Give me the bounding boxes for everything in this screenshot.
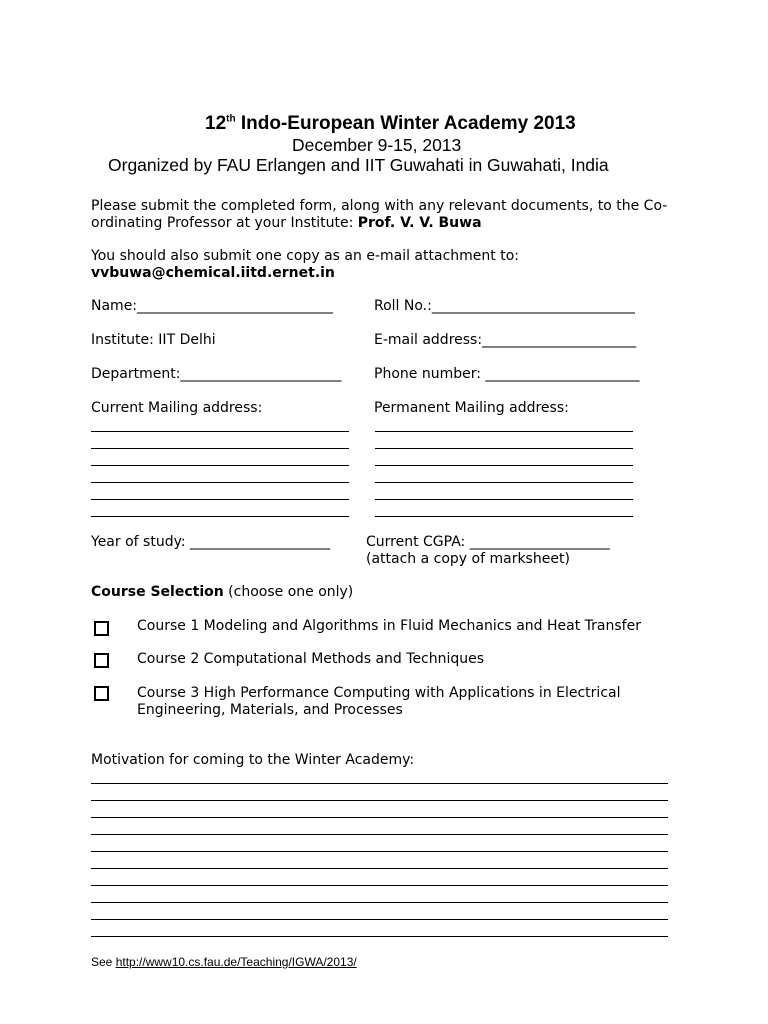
course-2-label: Course 2 Computational Methods and Techniques — [137, 651, 485, 667]
submission-email[interactable]: vvbuwa@chemical.iitd.ernet.in — [91, 265, 335, 281]
course-1-checkbox[interactable] — [94, 621, 109, 636]
phone-number-field[interactable]: Phone number: ______________________ — [374, 366, 640, 382]
current-address-line[interactable] — [91, 448, 349, 449]
cgpa-note: (attach a copy of marksheet) — [366, 551, 570, 567]
instructions-line-1: Please submit the completed form, along with any relevant documents, to the Co- — [91, 198, 668, 214]
year-of-study-field[interactable]: Year of study: ____________________ — [91, 534, 331, 550]
current-address-line[interactable] — [91, 499, 349, 500]
motivation-line[interactable] — [91, 919, 668, 920]
course-selection-bold: Course Selection — [91, 584, 224, 600]
name-field[interactable]: Name:____________________________ — [91, 298, 334, 314]
motivation-line[interactable] — [91, 936, 668, 937]
instructions-line-2 — [91, 215, 482, 231]
instructions-prefix: ordinating Professor at your Institute: — [91, 215, 358, 231]
email-instructions: You should also submit one copy as an e-mail attachment to: — [91, 248, 519, 264]
motivation-label: Motivation for coming to the Winter Academy: — [91, 752, 415, 768]
permanent-address-line[interactable] — [375, 448, 633, 449]
current-address-line[interactable] — [91, 431, 349, 432]
current-address-line[interactable] — [91, 516, 349, 517]
motivation-line[interactable] — [91, 868, 668, 869]
permanent-address-line[interactable] — [375, 465, 633, 466]
title-number: 12 — [205, 113, 227, 134]
organizer-line: Organized by FAU Erlangen and IIT Guwahati in Guwahati, India — [108, 155, 609, 175]
course-selection-heading — [91, 584, 353, 600]
document-title — [205, 113, 576, 135]
course-selection-note: (choose one only) — [223, 584, 354, 600]
permanent-address-line[interactable] — [375, 499, 633, 500]
permanent-address-line[interactable] — [375, 516, 633, 517]
cgpa-field[interactable]: Current CGPA: ____________________ — [366, 534, 610, 550]
institute-field: Institute: IIT Delhi — [91, 332, 216, 348]
course-2-checkbox[interactable] — [94, 653, 109, 668]
motivation-line[interactable] — [91, 834, 668, 835]
course-3-label-line-2: Engineering, Materials, and Processes — [137, 702, 403, 718]
email-address-field[interactable]: E-mail address:______________________ — [374, 332, 637, 348]
footer-see: See — [91, 955, 116, 969]
title-superscript: th — [226, 113, 236, 125]
event-dates: December 9-15, 2013 — [292, 135, 462, 155]
motivation-line[interactable] — [91, 783, 668, 784]
current-address-line[interactable] — [91, 465, 349, 466]
permanent-address-line[interactable] — [375, 431, 633, 432]
title-text: Indo-European Winter Academy 2013 — [235, 113, 576, 134]
permanent-address-label: Permanent Mailing address: — [374, 400, 569, 416]
motivation-line[interactable] — [91, 851, 668, 852]
current-address-line[interactable] — [91, 482, 349, 483]
course-3-checkbox[interactable] — [94, 686, 109, 701]
footer-reference — [91, 955, 357, 969]
permanent-address-line[interactable] — [375, 482, 633, 483]
motivation-line[interactable] — [91, 902, 668, 903]
course-1-label: Course 1 Modeling and Algorithms in Fluid Mechanics and Heat Transfer — [137, 618, 641, 634]
motivation-line[interactable] — [91, 885, 668, 886]
coordinator-name: Prof. V. V. Buwa — [357, 215, 482, 231]
course-3-label-line-1: Course 3 High Performance Computing with Applications in Electrical — [137, 685, 621, 701]
motivation-line[interactable] — [91, 817, 668, 818]
roll-number-field[interactable]: Roll No.:_____________________________ — [374, 298, 635, 314]
academy-website-link[interactable]: http://www10.cs.fau.de/Teaching/IGWA/2013/ — [115, 955, 357, 969]
current-address-label: Current Mailing address: — [91, 400, 263, 416]
department-field[interactable]: Department:_______________________ — [91, 366, 342, 382]
motivation-line[interactable] — [91, 800, 668, 801]
